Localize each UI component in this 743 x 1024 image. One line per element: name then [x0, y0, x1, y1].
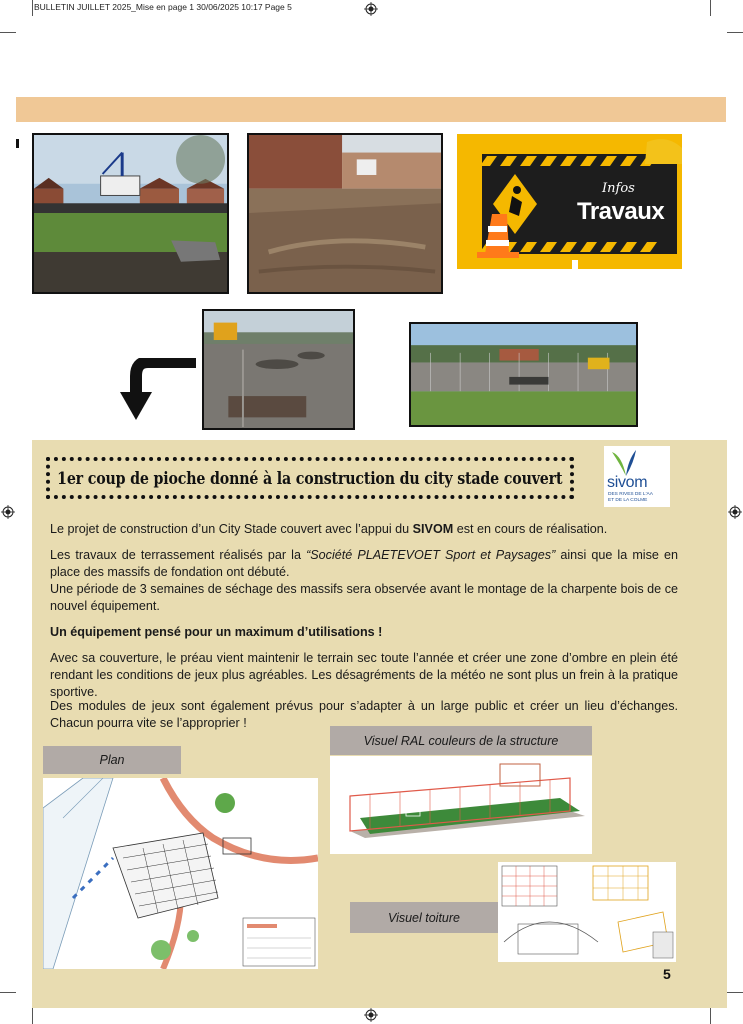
- p2-text: Les travaux de terrassement réalisés par la: [50, 548, 307, 562]
- infos-travaux-sign: [457, 134, 682, 269]
- registration-mark-icon: [364, 1008, 378, 1022]
- crop-mark: [0, 32, 16, 33]
- printer-slug-line: BULLETIN JUILLET 2025_Mise en page 1 30/06/2025 10:17 Page 5: [34, 2, 292, 12]
- registration-mark-icon: [364, 2, 378, 16]
- subheading: Un équipement pensé pour un maximum d’utilisations !: [50, 625, 383, 639]
- crop-mark: [710, 0, 711, 16]
- site-photo-terrassement: [247, 133, 443, 294]
- margin-tick: [16, 139, 19, 148]
- registration-mark-icon: [728, 505, 742, 519]
- p1-text-end: est en cours de réalisation.: [453, 522, 608, 536]
- infos-label: Infos: [602, 181, 635, 196]
- sivom-logo: [604, 446, 670, 507]
- registration-mark-icon: [1, 505, 15, 519]
- crop-mark: [710, 1008, 711, 1024]
- visuel-toiture-image: [498, 862, 676, 962]
- crop-mark: [32, 1008, 33, 1024]
- crop-mark: [32, 0, 33, 16]
- article-title: 1er coup de pioche donné à la construction du city stade couvert: [57, 468, 563, 488]
- crop-mark: [0, 992, 16, 993]
- paragraph-modules: Des modules de jeux sont également prévus pour s’adapter à un large public et créer un lieu d’échanges. Chacun pourra vite se l’approprier !: [50, 699, 678, 730]
- paragraph-intro: [50, 521, 678, 538]
- site-photo-fondations: [202, 309, 355, 430]
- plan-label: Plan: [43, 746, 181, 774]
- visuel-toiture-label: Visuel toiture: [350, 902, 498, 933]
- travaux-label: Travaux: [577, 198, 665, 225]
- crop-mark: [727, 32, 743, 33]
- page-number: 5: [663, 966, 671, 982]
- paragraph-terrassement: [50, 547, 678, 581]
- sivom-mention: SIVOM: [412, 522, 454, 536]
- section-banner: [16, 97, 726, 122]
- paragraph-couverture: Avec sa couverture, le préau vient maintenir le terrain sec toute l’année et créer une zone d’ombre en plein été rendant les conditions de jeux plus agréables. Les désagréments de la météo ne sont plus un frein à la pratique sportive.: [50, 651, 678, 699]
- visuel-ral-image: [330, 756, 592, 854]
- crop-mark: [727, 992, 743, 993]
- sivom-name: sivom: [607, 474, 648, 491]
- site-photo-crane: [32, 133, 229, 294]
- p2-text-end: ainsi que la mise en place des massifs de fondation ont débuté.: [50, 548, 678, 579]
- p1-text: Le projet de construction d’un City Stade couvert avec l’appui du: [50, 522, 413, 536]
- visuel-ral-label: Visuel RAL couleurs de la structure: [330, 726, 592, 755]
- paragraph-sechage: Une période de 3 semaines de séchage des massifs sera observée avant le montage de la charpente bois de ce nouvel équipement.: [50, 582, 678, 613]
- article-title-box: [46, 457, 574, 499]
- company-name: “Société PLAETEVOET Sport et Paysages”: [306, 548, 556, 562]
- site-photo-clotures: [409, 322, 638, 427]
- sivom-subtitle-2: ET DE LA COLME: [608, 498, 648, 503]
- site-plan-image: [43, 778, 318, 969]
- curved-arrow-icon: [118, 358, 198, 422]
- sivom-subtitle-1: DES RIVES DE L'AA: [608, 492, 653, 497]
